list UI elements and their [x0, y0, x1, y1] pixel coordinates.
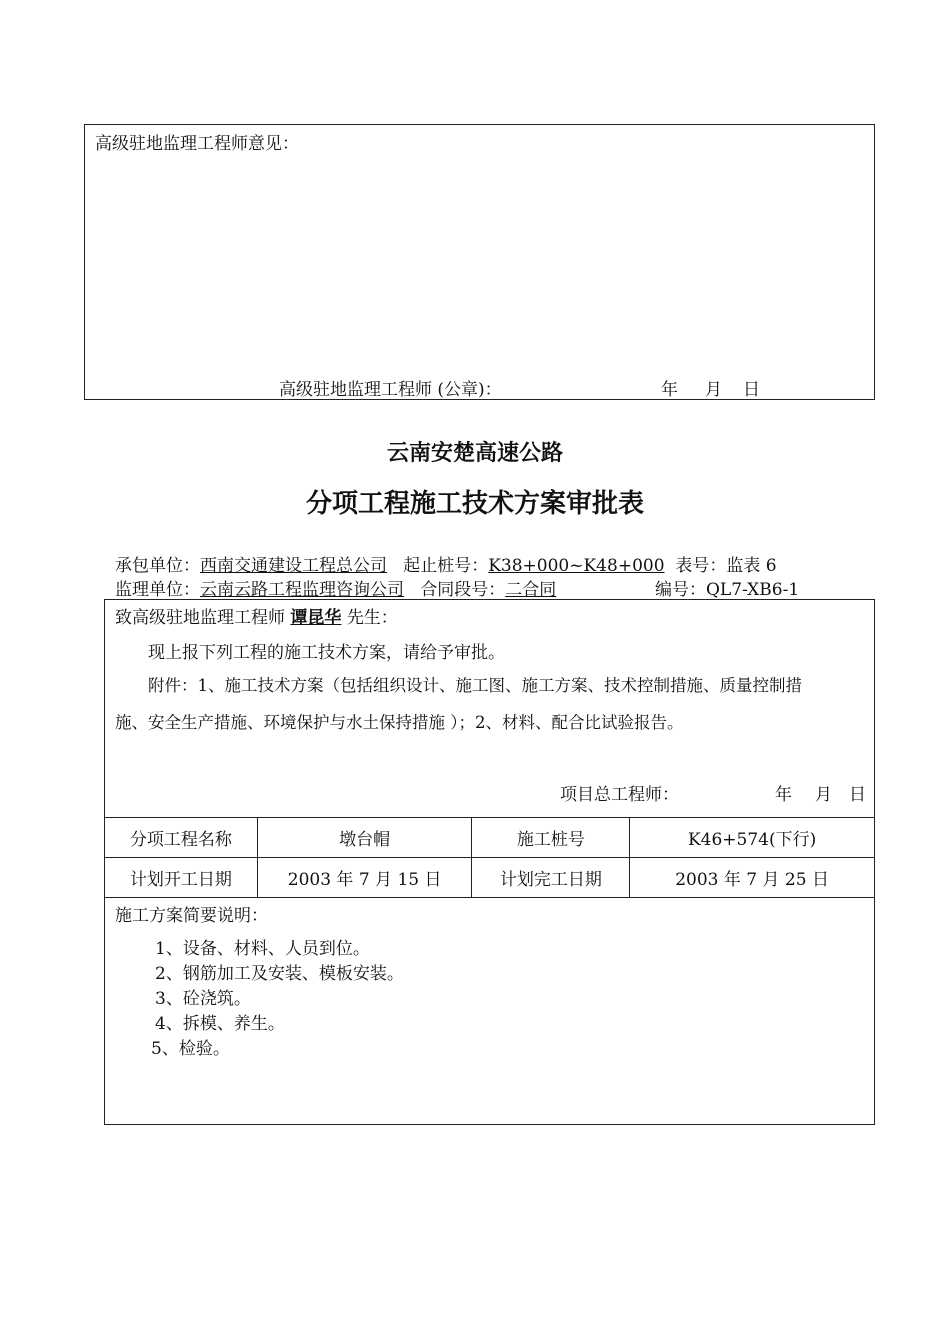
plan-description-box	[104, 896, 875, 1125]
letter-body: 现上报下列工程的施工技术方案，请给予审批。	[148, 643, 505, 663]
form-no-value: 监表 6	[726, 556, 777, 576]
senior-engineer-opinion-box	[84, 124, 875, 400]
plan-step: 3、砼浇筑。	[155, 989, 251, 1009]
date-month: 月	[705, 380, 722, 400]
contract-label: 合同段号：	[420, 580, 506, 600]
start-date-label: 计划开工日期	[105, 858, 258, 898]
date-year: 年	[661, 380, 678, 400]
chief-engineer-label: 项目总工程师：	[560, 785, 679, 805]
info-line-2	[115, 575, 556, 600]
attachment-line-1: 附件：1、施工技术方案（包括组织设计、施工图、施工方案、技术控制措施、质量控制措	[148, 676, 802, 695]
station-no-label: 施工桩号	[472, 818, 630, 858]
contractor-value: 西南交通建设工程总公司	[200, 556, 387, 576]
station-label: 起止桩号：	[403, 556, 489, 576]
station-value: K38+000~K48+000	[488, 556, 665, 576]
plan-label: 施工方案简要说明：	[115, 906, 268, 926]
project-title: 云南安楚高速公路	[386, 441, 563, 466]
contractor-label: 承包单位：	[115, 556, 200, 576]
plan-step: 2、钢筋加工及安装、模板安装。	[155, 964, 404, 984]
supervisor-value: 云南云路工程监理咨询公司	[200, 580, 404, 600]
letter-date-year: 年	[775, 785, 792, 805]
project-info-table	[104, 817, 875, 898]
letter-date-month: 月	[815, 785, 832, 805]
supervisor-label: 监理单位：	[115, 580, 200, 600]
letter-date-day: 日	[849, 785, 866, 805]
opinion-label: 高级驻地监理工程师意见：	[95, 134, 299, 154]
item-name-label: 分项工程名称	[105, 818, 258, 858]
end-date-value: 2003 年 7 月 25 日	[630, 858, 875, 898]
plan-step: 1、设备、材料、人员到位。	[155, 939, 370, 959]
form-title: 分项工程施工技术方案审批表	[305, 489, 644, 519]
attachment-line-2: 施、安全生产措施、环境保护与水土保持措施 ）；2、材料、配合比试验报告。	[115, 713, 684, 732]
station-no-value: K46+574(下行)	[630, 818, 875, 858]
addressee-line	[115, 603, 398, 628]
engineer-name: 谭昆华	[290, 608, 342, 628]
table-row	[105, 858, 875, 898]
start-date-value: 2003 年 7 月 15 日	[257, 858, 472, 898]
letter-box	[104, 599, 875, 818]
code-field	[655, 575, 799, 600]
form-no-label: 表号：	[675, 556, 727, 576]
contract-value: 二合同	[505, 580, 557, 600]
table-row	[105, 818, 875, 858]
addressee-prefix: 致高级驻地监理工程师	[115, 608, 285, 628]
signature-label: 高级驻地监理工程师 (公章)：	[279, 380, 502, 400]
end-date-label: 计划完工日期	[472, 858, 630, 898]
plan-step: 5、检验。	[151, 1039, 230, 1059]
item-name-value: 墩台帽	[257, 818, 472, 858]
plan-step: 4、拆模、养生。	[155, 1014, 285, 1034]
addressee-suffix: 先生：	[346, 608, 398, 628]
code-label: 编号：	[655, 580, 706, 600]
info-line-1	[115, 551, 777, 576]
date-day: 日	[743, 380, 760, 400]
code-value: QL7-XB6-1	[706, 580, 800, 600]
